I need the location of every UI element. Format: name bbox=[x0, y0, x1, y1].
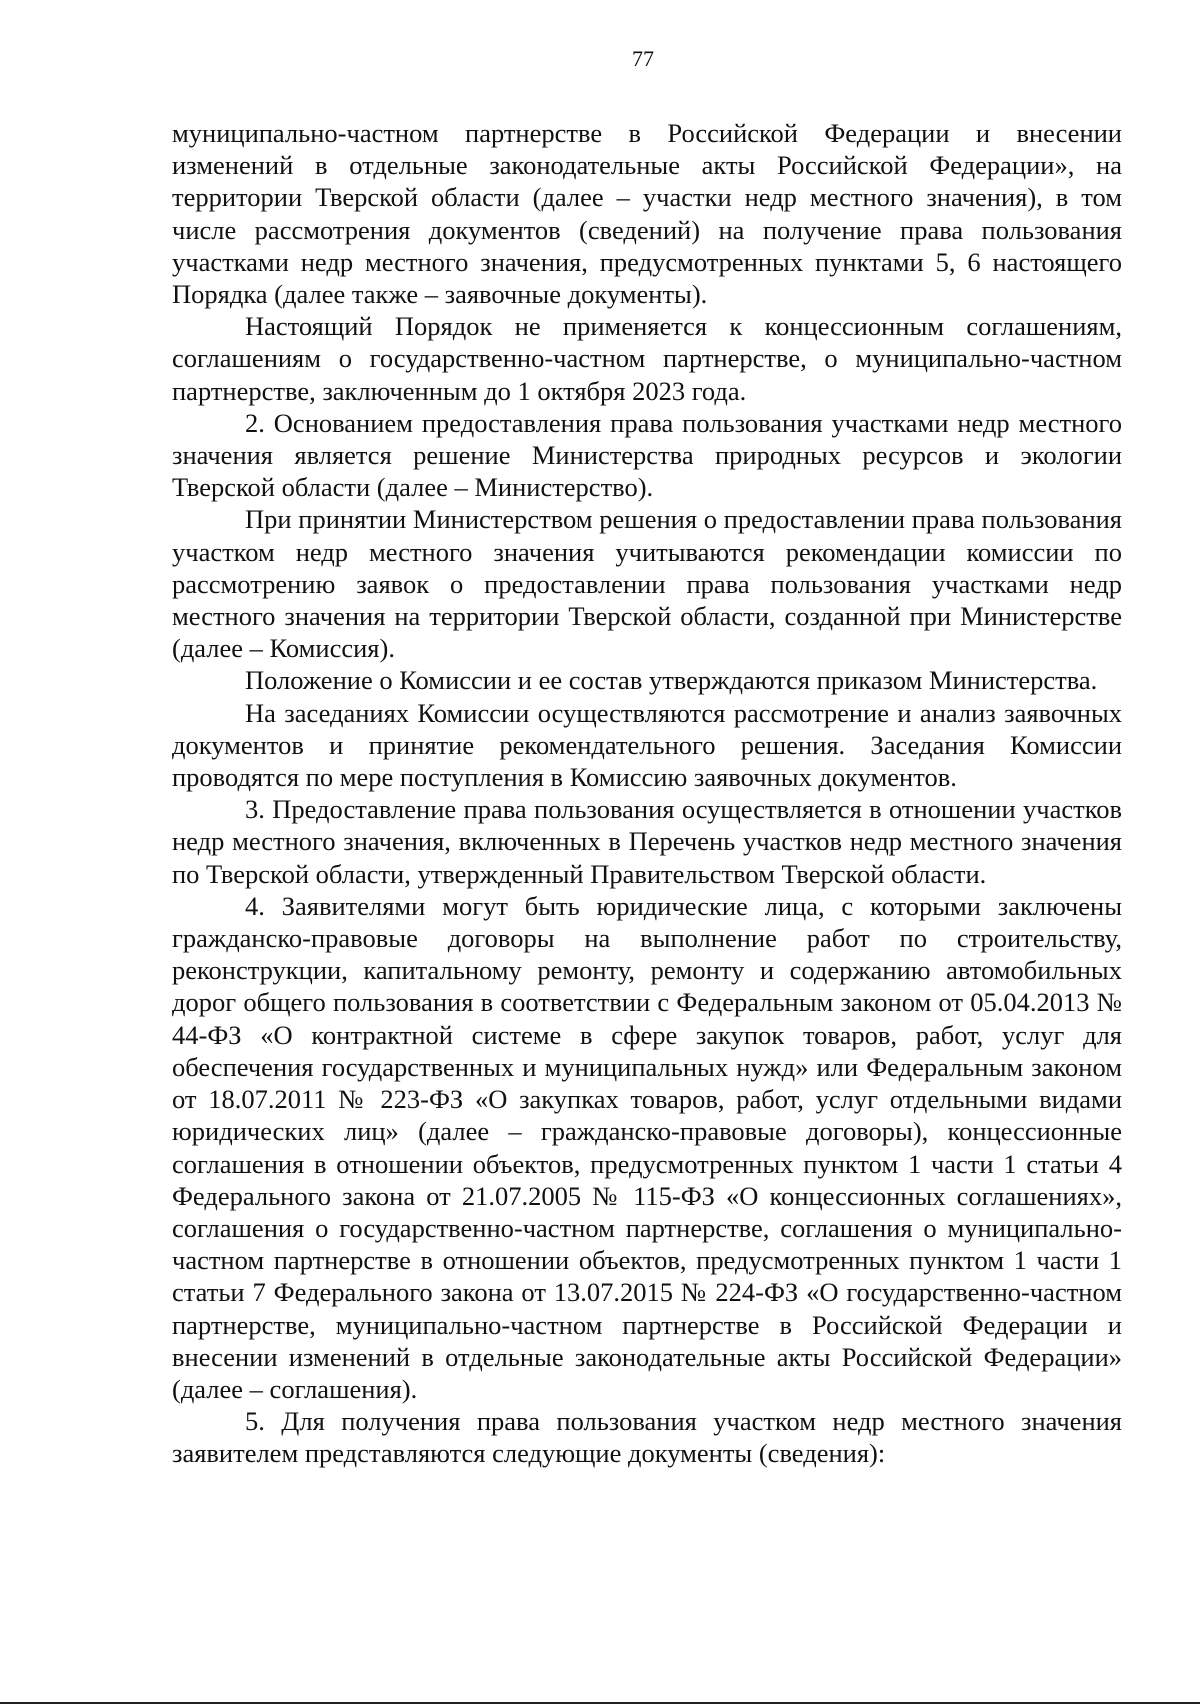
paragraph-scope-exclusion: Настоящий Порядок не применяется к концессионным соглашениям, соглашениям о государственно-частном партнерстве, о муниципально-частном партнерстве, заключенным до 1 октября 2023 года. bbox=[172, 311, 1122, 406]
paragraph-commission-statute: Положение о Комиссии и ее состав утверждаются приказом Министерства. bbox=[245, 665, 1098, 696]
paragraph-item-3: 3. Предоставление права пользования осуществляется в отношении участков недр местного значения, включенных в Перечень участков недр местного значения по Тверской области, утвержденный Правительством Тверской области. bbox=[172, 794, 1122, 889]
paragraph-commission-recommendations: При принятии Министерством решения о предоставлении права пользования участком недр местного значения учитываются рекомендации комиссии по рассмотрению заявок о предоставлении права пользования участками недр местного значения на территории Тверской области, созданной при Министерстве (далее – Комиссия). bbox=[172, 504, 1122, 664]
paragraph-continuation: муниципально-частном партнерстве в Российской Федерации и внесении изменений в отдельные законодательные акты Российской Федерации», на территории Тверской области (далее – участки недр местного значения), в том числе рассмотрения документов (сведений) на получение права пользования участками недр местного значения, предусмотренных пунктами 5, 6 настоящего Порядка (далее также – заявочные документы). bbox=[172, 118, 1122, 310]
paragraph-item-4: 4. Заявителями могут быть юридические лица, с которыми заключены гражданско-правовые договоры на выполнение работ по строительству, реконструкции, капитальному ремонту, ремонту и содержанию автомобильных дорог общего пользования в соответствии с Федеральным законом от 05.04.2013 № 44-ФЗ «О контрактной системе в сфере закупок товаров, работ, услуг для обеспечения государственных и муниципальных нужд» или Федеральным законом от 18.07.2011 № 223-ФЗ «О закупках товаров, работ, услуг отдельными видами юридических лиц» (далее – гражданско-правовые договоры), концессионные соглашения в отношении объектов, предусмотренных пунктом 1 части 1 статьи 4 Федерального закона от 21.07.2005 № 115-ФЗ «О концессионных соглашениях», соглашения о государственно-частном партнерстве, соглашения о муниципально-частном партнерстве в отношении объектов, предусмотренных пунктом 1 части 1 статьи 7 Федерального закона от 13.07.2015 № 224-ФЗ «О государственно-частном партнерстве, муниципально-частном партнерстве в Российской Федерации и внесении изменений в отдельные законодательные акты Российской Федерации» (далее – соглашения). bbox=[172, 890, 1122, 1404]
paragraph-item-2: 2. Основанием предоставления права пользования участками недр местного значения является решение Министерства природных ресурсов и экологии Тверской области (далее – Министерство). bbox=[172, 407, 1122, 503]
paragraph-item-5: 5. Для получения права пользования участком недр местного значения заявителем представляются следующие документы (сведения): bbox=[172, 1406, 1122, 1469]
document-body bbox=[172, 117, 1122, 1470]
paragraph-commission-meetings: На заседаниях Комиссии осуществляются рассмотрение и анализ заявочных документов и принятие рекомендательного решения. Заседания Комиссии проводятся по мере поступления в Комиссию заявочных документов. bbox=[172, 697, 1122, 793]
page-number: 77 bbox=[632, 46, 654, 71]
